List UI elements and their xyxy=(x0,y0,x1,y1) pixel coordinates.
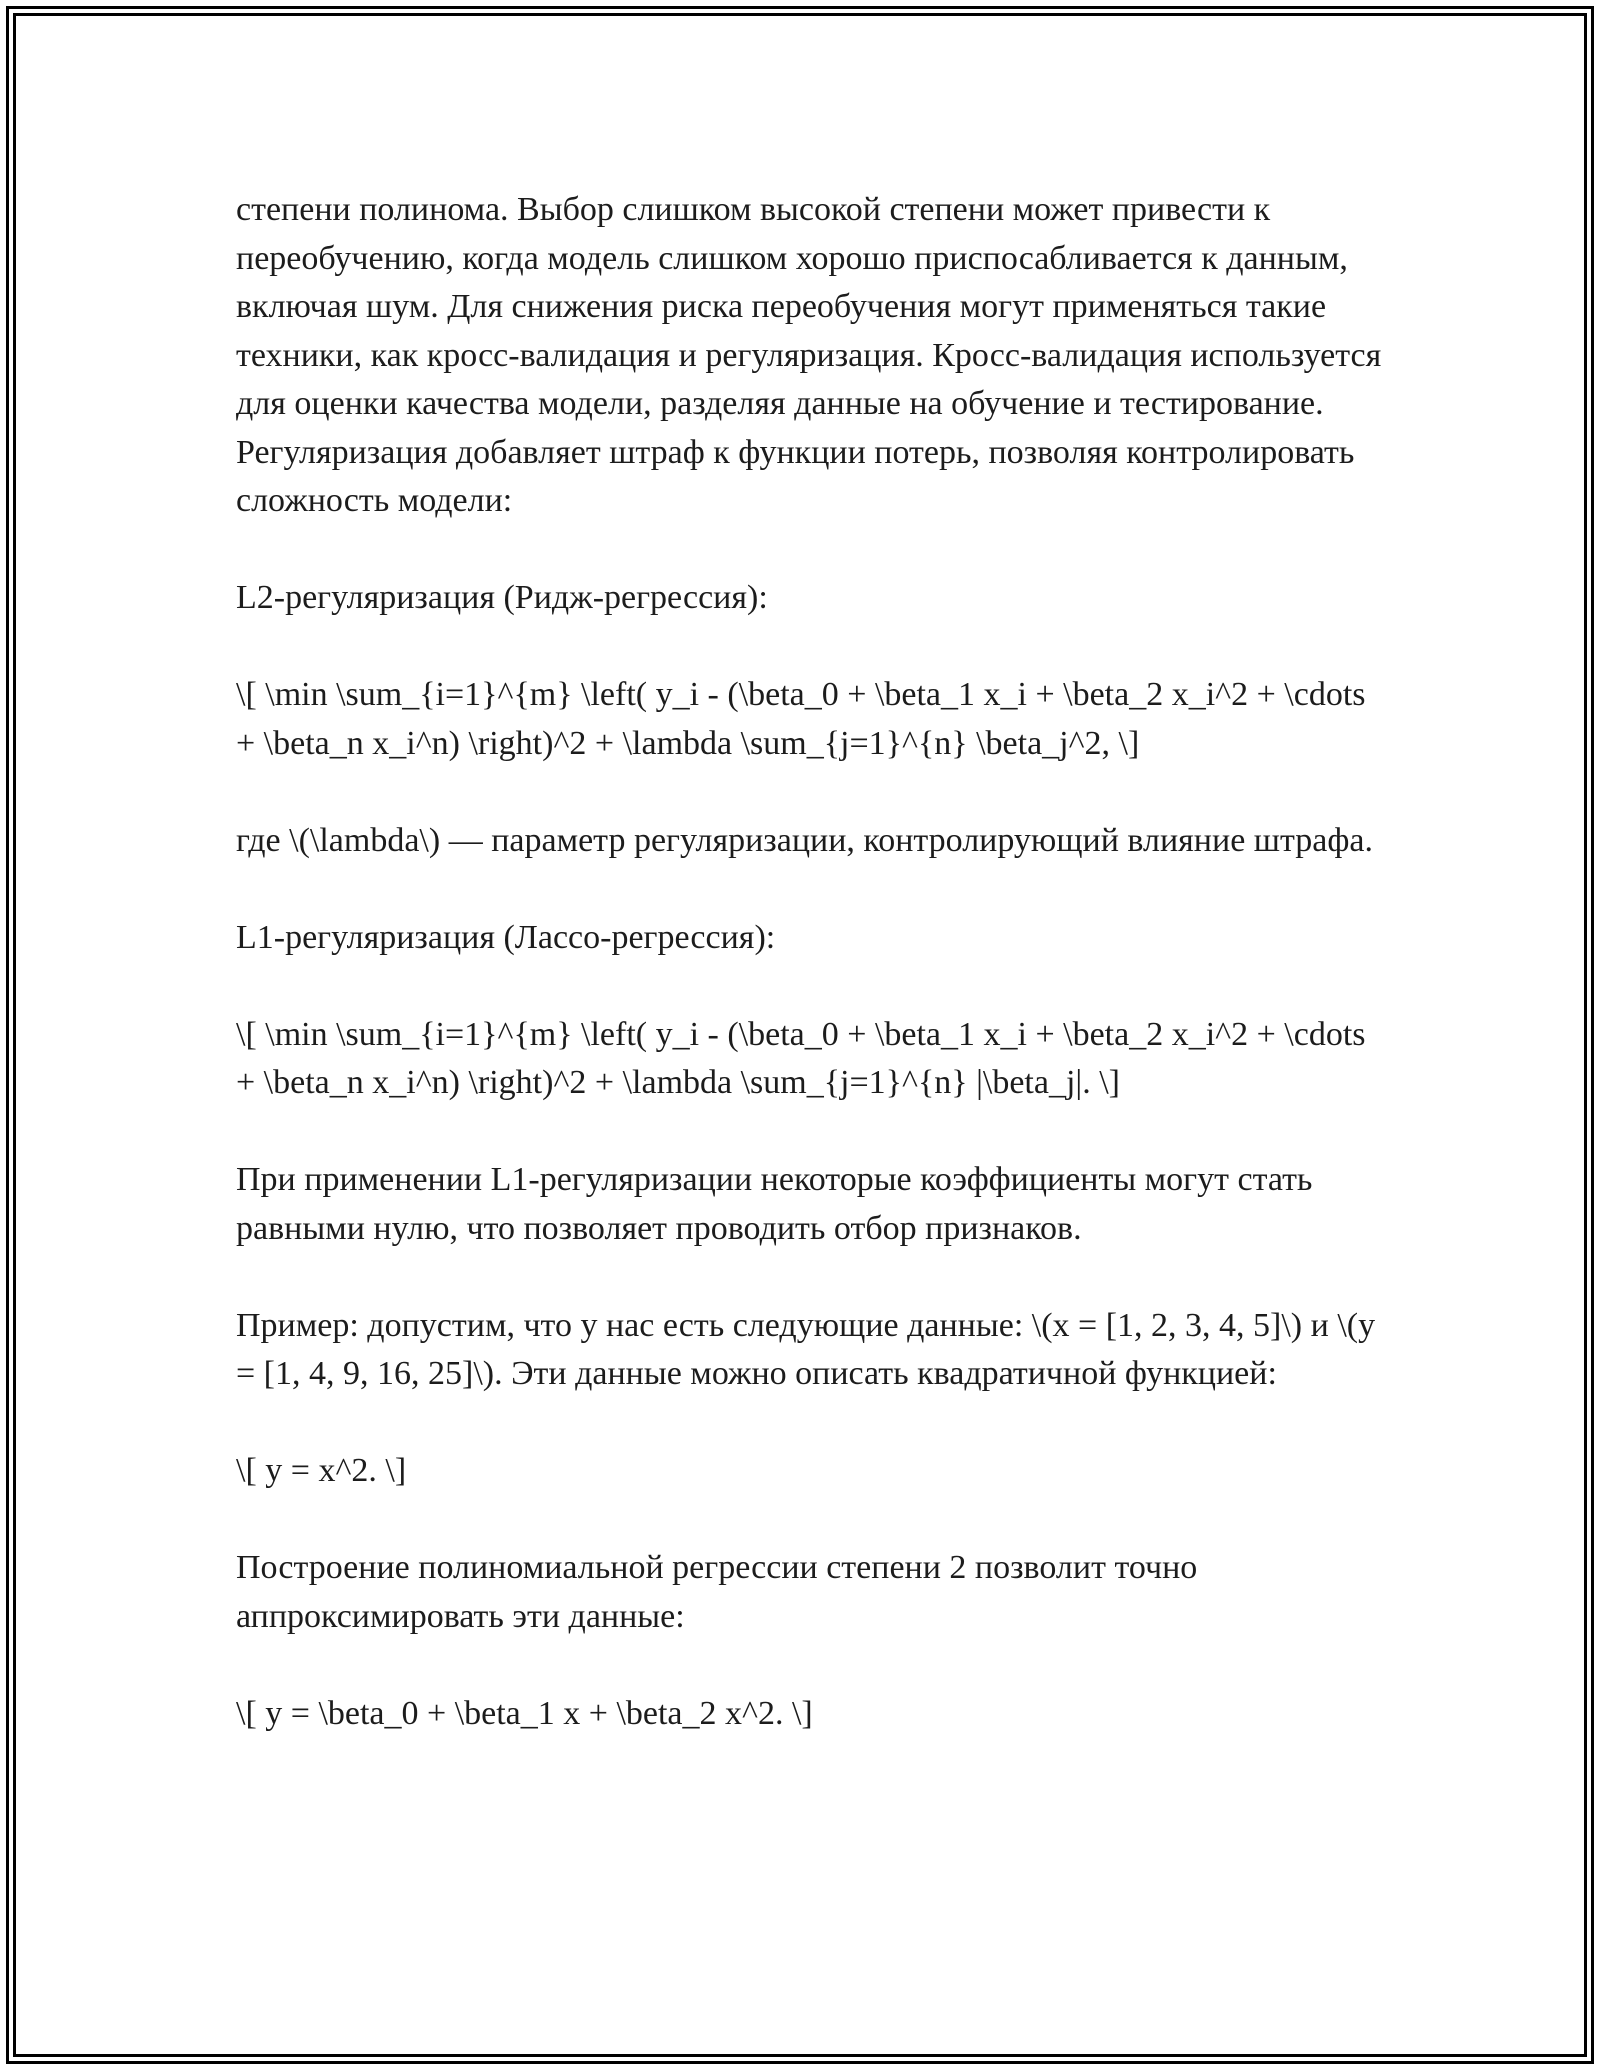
paragraph-example: Пример: допустим, что у нас есть следующие данные: \(x = [1, 2, 3, 4, 5]\) и \(y = [1, 4, 9, 16, 25]\). Эти данные можно описать квадратичной функцией: xyxy=(236,1306,1376,1392)
paragraph-lambda: где \(\lambda\) — параметр регуляризации, контролирующий влияние штрафа. xyxy=(236,821,1373,859)
document-body xyxy=(236,186,1386,1738)
paragraph-polynomial-regression: Построение полиномиальной регрессии степени 2 позволит точно аппроксимировать эти данные: xyxy=(236,1549,1198,1635)
formula-lasso: \[ \min \sum_{i=1}^{m} \left( y_i - (\beta_0 + \beta_1 x_i + \beta_2 x_i^2 + \cdots + \beta_n x_i^n) \right)^2 + \lambda \sum_{j=1}^{n} |\beta_j|. \] xyxy=(236,1015,1366,1101)
formula-polynomial: \[ y = \beta_0 + \beta_1 x + \beta_2 x^2. \] xyxy=(236,1694,813,1732)
formula-ridge: \[ \min \sum_{i=1}^{m} \left( y_i - (\beta_0 + \beta_1 x_i + \beta_2 x_i^2 + \cdots + \beta_n x_i^n) \right)^2 + \lambda \sum_{j=1}^{n} \beta_j^2, \] xyxy=(236,676,1366,762)
formula-quadratic: \[ y = x^2. \] xyxy=(236,1452,407,1489)
heading-l1-regularization: L1-регуляризация (Лассо-регрессия): xyxy=(236,918,776,956)
paragraph-overfitting: степени полинома. Выбор слишком высокой степени может привести к переобучению, когда модель слишком хорошо приспосабливается к данным, включая шум. Для снижения риска переобучения могут применяться такие техники, как кросс-валидация и регуляризация. Кросс-валидация используется для оценки качества модели, разделяя данные на обучение и тестирование. Регуляризация добавляет штраф к функции потерь, позволяя контролировать сложность модели: xyxy=(236,191,1382,519)
heading-l2-regularization: L2-регуляризация (Ридж-регрессия): xyxy=(236,579,768,616)
paragraph-feature-selection: При применении L1-регуляризации некоторые коэффициенты могут стать равными нулю, что позволяет проводить отбор признаков. xyxy=(236,1161,1313,1247)
